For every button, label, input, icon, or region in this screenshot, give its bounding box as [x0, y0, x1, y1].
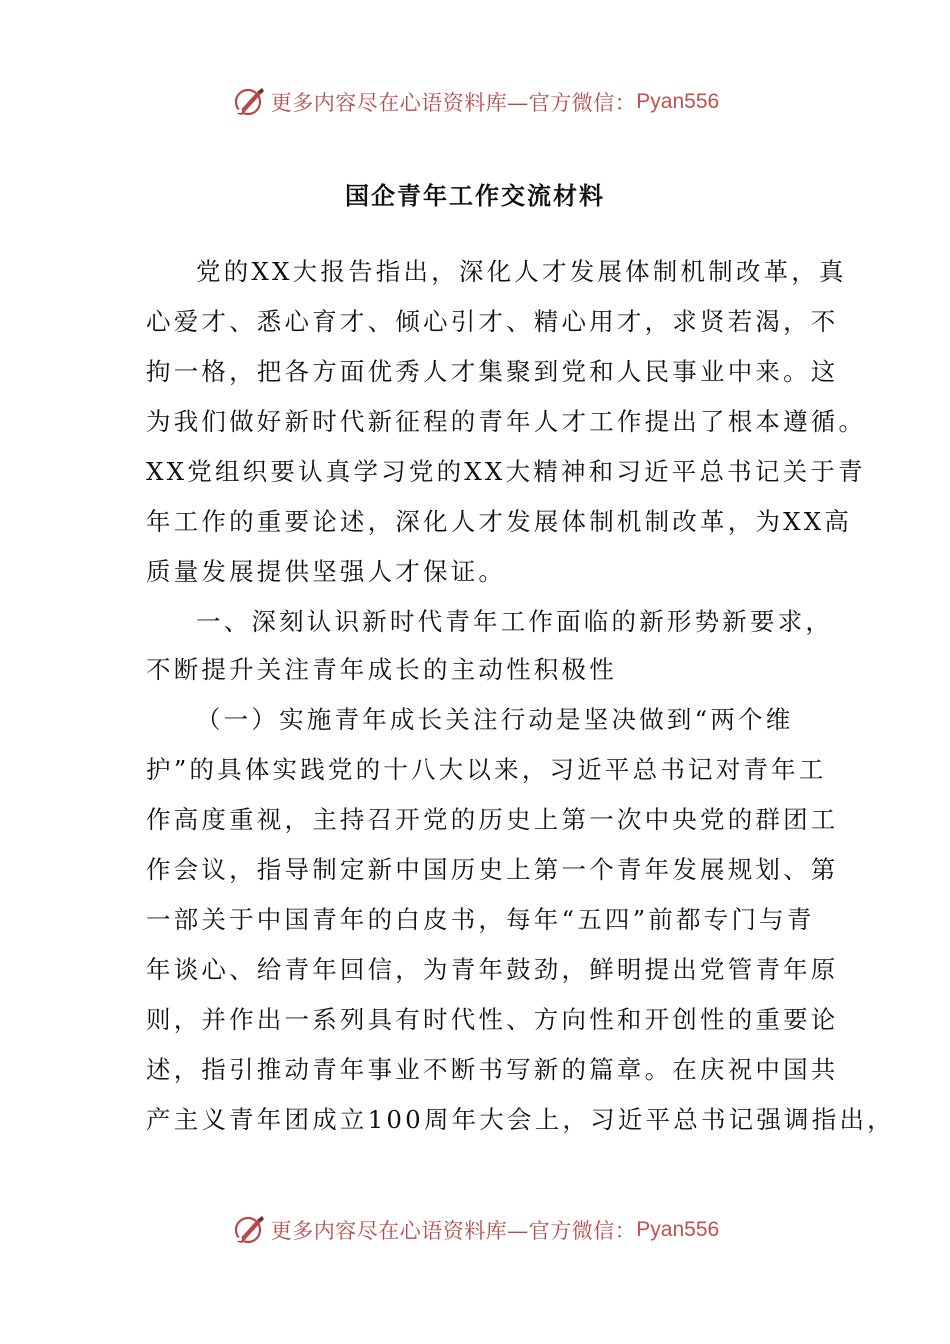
- text-line: 年工作的重要论述，深化人才发展体制机制改革，为XX高: [146, 507, 853, 536]
- text-line: 则，并作出一系列具有时代性、方向性和开创性的重要论: [146, 1005, 839, 1034]
- watermark-wechat-id: Pyan556: [636, 1218, 720, 1241]
- pen-circle-icon: [231, 1212, 267, 1248]
- document-title: 国企青年工作交流材料: [345, 181, 605, 210]
- text-line: 作高度重视，主持召开党的历史上第一次中央党的群团工: [146, 805, 839, 834]
- header-watermark: [0, 82, 950, 122]
- watermark-text: 更多内容尽在心语资料库—官方微信：: [270, 1219, 637, 1243]
- pen-circle-icon: [231, 84, 267, 120]
- subsection-heading: （一）实施青年成长关注行动是坚决做到“两个维: [196, 705, 794, 734]
- text-line: 护”的具体实践党的十八大以来，习近平总书记对青年工: [146, 755, 827, 784]
- text-line: 质量发展提供坚强人才保证。: [146, 557, 507, 586]
- section-heading: 不断提升关注青年成长的主动性积极性: [146, 655, 617, 684]
- footer-watermark: [0, 1210, 950, 1250]
- text-line: 党的XX大报告指出，深化人才发展体制机制改革，真: [196, 257, 847, 286]
- text-line: 一部关于中国青年的白皮书，每年“五四”前都专门与青: [146, 905, 815, 934]
- text-line: 作会议，指导制定新中国历史上第一个青年发展规划、第: [146, 855, 839, 884]
- text-line: 年谈心、给青年回信，为青年鼓劲，鲜明提出党管青年原: [146, 955, 839, 984]
- watermark-wechat-id: Pyan556: [636, 90, 720, 113]
- watermark-text: 更多内容尽在心语资料库—官方微信：: [270, 91, 637, 115]
- text-line: 心爱才、悉心育才、倾心引才、精心用才，求贤若渴，不: [146, 307, 839, 336]
- text-line: 产主义青年团成立100周年大会上，习近平总书记强调指出，: [146, 1105, 895, 1134]
- text-line: 拘一格，把各方面优秀人才集聚到党和人民事业中来。这: [146, 357, 839, 386]
- section-heading: 一、深刻认识新时代青年工作面临的新形势新要求，: [196, 607, 834, 636]
- text-line: 为我们做好新时代新征程的青年人才工作提出了根本遵循。: [146, 407, 867, 436]
- text-line: XX党组织要认真学习党的XX大精神和习近平总书记关于青: [146, 457, 866, 486]
- text-line: 述，指引推动青年事业不断书写新的篇章。在庆祝中国共: [146, 1055, 839, 1084]
